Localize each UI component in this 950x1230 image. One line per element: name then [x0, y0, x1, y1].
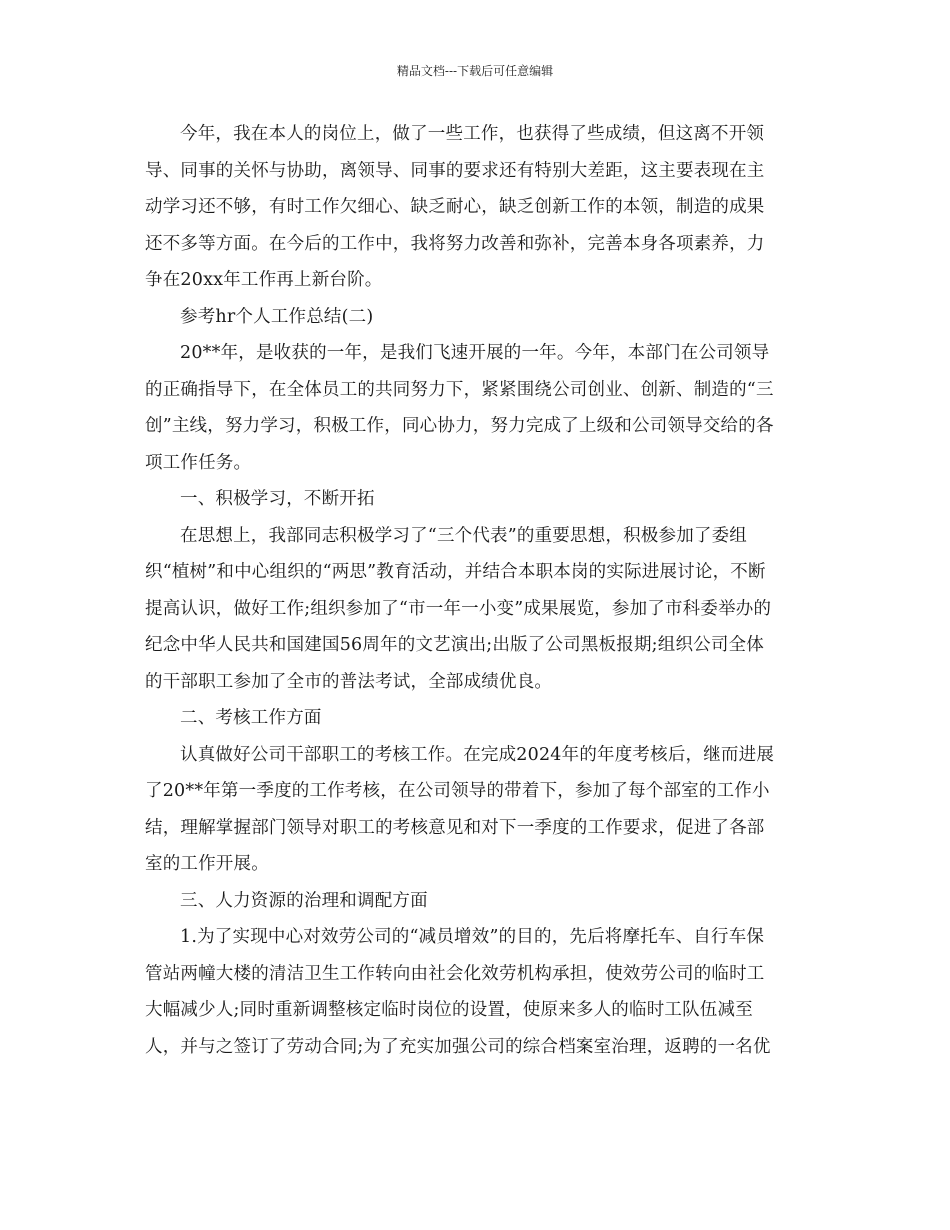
paragraph-line: 结，理解掌握部门领导对职工的考核意见和对下一季度的工作要求，促进了各部 [145, 817, 765, 838]
paragraph-line: 争在20xx年工作再上新台阶。 [145, 270, 383, 290]
paragraph-line: 认真做好公司干部职工的考核工作。在完成2024年的年度考核后，继而进展 [180, 744, 775, 765]
paragraph-line: 还不多等方面。在今后的工作中，我将努力改善和弥补，完善本身各项素养，力 [145, 233, 765, 254]
paragraph-line: 今年，我在本人的岗位上，做了一些工作，也获得了些成绩，但这离不开领 [180, 124, 765, 144]
paragraph-line: 动学习还不够，有时工作欠细心、缺乏耐心，缺乏创新工作的本领，制造的成果 [145, 197, 765, 217]
section-heading: 三、人力资源的治理和调配方面 [180, 890, 428, 911]
paragraph-line: 项工作任务。 [145, 452, 252, 473]
paragraph-line: 室的工作开展。 [145, 854, 269, 874]
paragraph-line: 了20**年第一季度的工作考核，在公司领导的带着下，参加了每个部室的工作小 [145, 781, 770, 801]
paragraph-line: 织“植树”和中心组织的“两思”教育活动，并结合本职本岗的实际进展讨论，不断 [145, 562, 766, 582]
paragraph-line: 大幅减少人;同时重新调整核定临时岗位的设置，使原来多人的临时工队伍减至 [145, 1000, 753, 1020]
paragraph-line: 创”主线，努力学习，积极工作，同心协力，努力完成了上级和公司领导交给的各 [145, 416, 774, 436]
section-heading: 一、积极学习，不断开拓 [180, 489, 375, 509]
section-heading: 二、考核工作方面 [180, 708, 322, 728]
paragraph-line: 的干部职工参加了全市的普法考试，全部成绩优良。 [145, 671, 553, 692]
paragraph-line: 管站两幢大楼的清洁卫生工作转向由社会化效劳机构承担，使效劳公司的临时工 [145, 963, 765, 984]
paragraph-line: 导、同事的关怀与协助，离领导、同事的要求还有特别大差距，这主要表现在主 [145, 160, 765, 181]
page-header: 精品文档---下载后可任意编辑 [396, 64, 554, 78]
paragraph-line: 提高认识，做好工作;组织参加了“市一年一小变”成果展览，参加了市科委举办的 [145, 598, 772, 619]
document-body [145, 116, 810, 1065]
paragraph-line: 20**年，是收获的一年，是我们飞速开展的一年。今年，本部门在公司领导 [180, 343, 770, 363]
paragraph-line: 1.为了实现中心对效劳公司的“减员增效”的目的，先后将摩托车、自行车保 [180, 927, 765, 947]
paragraph-line: 人，并与之签订了劳动合同;为了充实加强公司的综合档案室治理，返聘的一名优 [145, 1036, 771, 1057]
paragraph-line: 纪念中华人民共和国建国56周年的文艺演出;出版了公司黑板报期;组织公司全体 [145, 635, 764, 655]
paragraph-line: 在思想上，我部同志积极学习了“三个代表”的重要思想，积极参加了委组 [180, 525, 747, 546]
section-heading: 参考hr个人工作总结(二) [180, 306, 374, 327]
paragraph-line: 的正确指导下，在全体员工的共同努力下，紧紧围绕公司创业、创新、制造的“三 [145, 379, 774, 400]
